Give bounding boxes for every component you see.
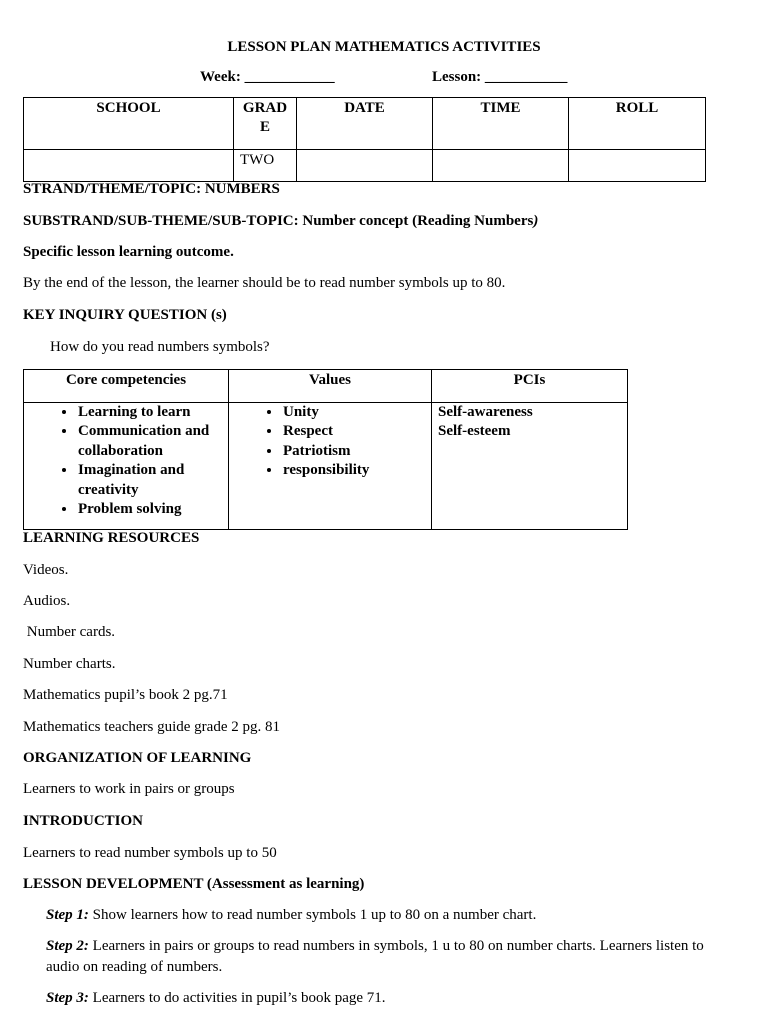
header-values: Values bbox=[229, 370, 432, 403]
introduction-heading: INTRODUCTION bbox=[23, 813, 144, 829]
value-cell-roll bbox=[569, 150, 706, 182]
core-competencies-list bbox=[30, 403, 222, 519]
values-list bbox=[235, 403, 425, 481]
values-cell bbox=[229, 403, 432, 530]
competency-table bbox=[23, 369, 628, 530]
list-item: • responsibility bbox=[282, 461, 425, 480]
resource-item: Videos. bbox=[23, 562, 69, 578]
step-1-label: Step 1: bbox=[46, 907, 89, 923]
list-item: • Communication and collaboration bbox=[77, 422, 222, 461]
organization-heading: ORGANIZATION OF LEARNING bbox=[23, 750, 252, 766]
core-competencies-cell bbox=[24, 403, 229, 530]
list-item: • Learning to learn bbox=[77, 403, 222, 422]
list-item: • Respect bbox=[282, 422, 425, 441]
strand-heading: STRAND/THEME/TOPIC: NUMBERS bbox=[23, 181, 280, 197]
header-cell-grade-line1: GRAD bbox=[242, 100, 288, 116]
header-cell-grade-line2: E bbox=[259, 119, 270, 135]
organization-text: Learners to work in pairs or groups bbox=[23, 781, 235, 797]
step-3-label: Step 3: bbox=[46, 990, 89, 1006]
resource-item: Mathematics teachers guide grade 2 pg. 81 bbox=[23, 719, 280, 735]
value-cell-date bbox=[297, 150, 433, 182]
value-cell-grade: TWO bbox=[234, 150, 297, 182]
pci-item: Self-awareness bbox=[438, 404, 533, 420]
header-pcis: PCIs bbox=[432, 370, 628, 403]
resources-heading: LEARNING RESOURCES bbox=[23, 530, 200, 546]
week-label: Week: ____________ bbox=[200, 69, 335, 85]
step-2 bbox=[46, 936, 736, 977]
competency-table-header bbox=[24, 370, 628, 403]
lesson-label: Lesson: ___________ bbox=[432, 69, 568, 85]
header-table-value-row bbox=[24, 150, 706, 182]
step-2-text: Learners in pairs or groups to read numbers in symbols, 1 u to 80 on number charts. Learners listen to audio on reading of numbers. bbox=[46, 938, 704, 975]
value-cell-time bbox=[433, 150, 569, 182]
inquiry-heading: KEY INQUIRY QUESTION (s) bbox=[23, 307, 227, 323]
list-item: • Unity bbox=[282, 403, 425, 422]
introduction-text: Learners to read number symbols up to 50 bbox=[23, 845, 277, 861]
pci-item: Self-esteem bbox=[438, 423, 511, 440]
outcome-text: By the end of the lesson, the learner should be to read number symbols up to 80. bbox=[23, 275, 506, 291]
header-cell-time: TIME bbox=[433, 98, 569, 150]
resource-item: Number cards. bbox=[23, 624, 116, 640]
list-item: • Patriotism bbox=[282, 442, 425, 461]
outcome-heading: Specific lesson learning outcome. bbox=[23, 244, 234, 260]
step-3-text: Learners to do activities in pupil’s book page 71. bbox=[88, 990, 386, 1006]
step-1-text: Show learners how to read number symbols 1 up to 80 on a number chart. bbox=[88, 907, 537, 923]
resource-item: Mathematics pupil’s book 2 pg.71 bbox=[23, 687, 228, 703]
list-item: • Imagination and creativity bbox=[77, 461, 222, 500]
resource-item: Audios. bbox=[23, 593, 71, 609]
header-cell-roll: ROLL bbox=[569, 98, 706, 150]
header-cell-grade bbox=[234, 98, 297, 150]
header-cell-school: SCHOOL bbox=[24, 98, 234, 150]
header-table-heading-row bbox=[24, 98, 706, 150]
pcis-cell bbox=[432, 403, 628, 530]
development-heading: LESSON DEVELOPMENT (Assessment as learning) bbox=[23, 876, 365, 892]
step-1 bbox=[46, 905, 736, 926]
inquiry-text: How do you read numbers symbols? bbox=[50, 339, 270, 355]
substrand-close-paren: ) bbox=[533, 213, 539, 229]
value-cell-school bbox=[24, 150, 234, 182]
document-title: LESSON PLAN MATHEMATICS ACTIVITIES bbox=[227, 39, 541, 55]
resource-item: Number charts. bbox=[23, 656, 116, 672]
header-cell-date: DATE bbox=[297, 98, 433, 150]
header-core-competencies: Core competencies bbox=[24, 370, 229, 403]
step-3 bbox=[46, 988, 736, 1009]
header-table bbox=[23, 97, 706, 182]
substrand-text: SUBSTRAND/SUB-THEME/SUB-TOPIC: Number concept (Reading Numbers bbox=[23, 213, 534, 229]
competency-table-content bbox=[24, 403, 628, 530]
substrand-heading bbox=[23, 212, 538, 231]
list-item: • Problem solving bbox=[77, 500, 222, 519]
step-2-label: Step 2: bbox=[46, 938, 89, 954]
